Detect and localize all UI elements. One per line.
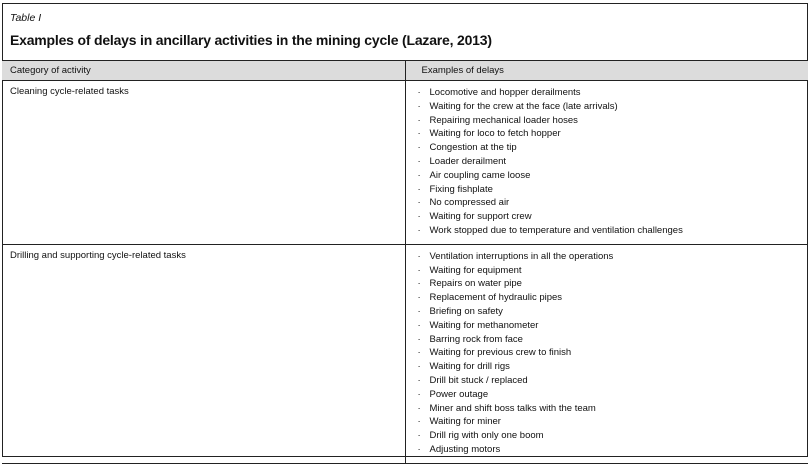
- list-item: [414, 291, 801, 305]
- list-item: [414, 169, 801, 183]
- category-cell: Drilling and supporting cycle-related tasks: [2, 244, 405, 463]
- bullet-icon: ·: [417, 155, 421, 167]
- category-cell: Cleaning cycle-related tasks: [2, 81, 405, 245]
- delay-text: Ventilation interruptions in all the operations: [429, 250, 614, 262]
- list-item: [414, 155, 801, 169]
- bullet-icon: ·: [417, 333, 421, 345]
- bullet-icon: ·: [417, 443, 421, 455]
- bullet-icon: ·: [417, 87, 421, 98]
- delay-text: Briefing on safety: [429, 305, 503, 317]
- list-item: [414, 224, 801, 238]
- bullet-icon: ·: [417, 114, 421, 126]
- list-item: [414, 360, 801, 374]
- list-item: [414, 319, 801, 333]
- bullet-icon: ·: [417, 224, 421, 236]
- list-item: [414, 429, 801, 443]
- bullet-icon: ·: [417, 319, 421, 331]
- delay-text: Waiting for loco to fetch hopper: [429, 128, 561, 140]
- bullet-icon: ·: [417, 416, 421, 428]
- list-item: [414, 415, 801, 429]
- delays-cell: [405, 244, 808, 463]
- bullet-icon: ·: [417, 374, 421, 386]
- header-row: [2, 61, 808, 81]
- list-item: [414, 127, 801, 141]
- list-item: [414, 196, 801, 210]
- delay-text: Congestion at the tip: [429, 142, 517, 154]
- bullet-icon: ·: [417, 305, 421, 317]
- list-item: [414, 277, 801, 291]
- delay-text: Locomotive and hopper derailments: [429, 87, 581, 98]
- header-delays: Examples of delays: [405, 61, 808, 81]
- list-item: [414, 114, 801, 128]
- delay-text: Loader derailment: [429, 155, 507, 167]
- bullet-icon: ·: [417, 292, 421, 304]
- list-item: [414, 210, 801, 224]
- list-item: [414, 346, 801, 360]
- bullet-icon: ·: [417, 142, 421, 154]
- delay-text: Power outage: [429, 388, 489, 400]
- list-item: [414, 250, 801, 264]
- delay-text: Waiting for miner: [429, 416, 501, 428]
- delay-text: Waiting for equipment: [429, 264, 522, 276]
- delay-text: Adjusting motors: [429, 443, 501, 455]
- header-category: Category of activity: [2, 61, 405, 81]
- table-label: Table I: [10, 12, 42, 24]
- bullet-icon: ·: [417, 183, 421, 195]
- list-item: [414, 305, 801, 319]
- list-item: [414, 333, 801, 347]
- delay-text: Work stopped due to temperature and ventilation challenges: [429, 224, 683, 236]
- delay-text: Drill rig with only one boom: [429, 430, 544, 442]
- delay-text: Air coupling came loose: [429, 169, 531, 181]
- delay-text: Repairing mechanical loader hoses: [429, 114, 578, 126]
- bullet-icon: ·: [417, 388, 421, 400]
- list-item: [414, 388, 801, 402]
- table-row: [2, 81, 808, 245]
- bullet-icon: ·: [417, 430, 421, 442]
- list-item: [414, 86, 801, 100]
- list-item: [414, 141, 801, 155]
- list-item: [414, 443, 801, 457]
- delay-text: Repairs on water pipe: [429, 278, 522, 290]
- bullet-icon: ·: [417, 347, 421, 359]
- delay-text: Drill bit stuck / replaced: [429, 374, 528, 386]
- list-item: [414, 374, 801, 388]
- bullet-icon: ·: [417, 402, 421, 414]
- bullet-icon: ·: [417, 211, 421, 223]
- bullet-icon: ·: [417, 128, 421, 140]
- bullet-icon: ·: [417, 197, 421, 209]
- delay-text: Replacement of hydraulic pipes: [429, 292, 563, 304]
- bullet-icon: ·: [417, 100, 421, 112]
- delay-text: Waiting for previous crew to finish: [429, 347, 572, 359]
- delay-text: Waiting for the crew at the face (late arrivals): [429, 100, 618, 112]
- bullet-icon: ·: [417, 250, 421, 262]
- list-item: [414, 264, 801, 278]
- delay-text: Barring rock from face: [429, 333, 523, 345]
- delays-table: [2, 60, 808, 464]
- bullet-icon: ·: [417, 278, 421, 290]
- delays-list: [414, 250, 801, 457]
- delay-text: Waiting for support crew: [429, 211, 532, 223]
- list-item: [414, 183, 801, 197]
- delay-text: Miner and shift boss talks with the team: [429, 402, 596, 414]
- list-item: [414, 402, 801, 416]
- delay-text: Fixing fishplate: [429, 183, 493, 195]
- bullet-icon: ·: [417, 169, 421, 181]
- delays-cell: [405, 81, 808, 245]
- delay-text: No compressed air: [429, 197, 510, 209]
- table-title: Examples of delays in ancillary activities in the mining cycle (Lazare, 2013): [10, 32, 492, 48]
- list-item: [414, 100, 801, 114]
- bullet-icon: ·: [417, 264, 421, 276]
- table-row: [2, 244, 808, 463]
- bullet-icon: ·: [417, 361, 421, 373]
- delays-list: [414, 86, 801, 238]
- delay-text: Waiting for methanometer: [429, 319, 539, 331]
- delay-text: Waiting for drill rigs: [429, 361, 510, 373]
